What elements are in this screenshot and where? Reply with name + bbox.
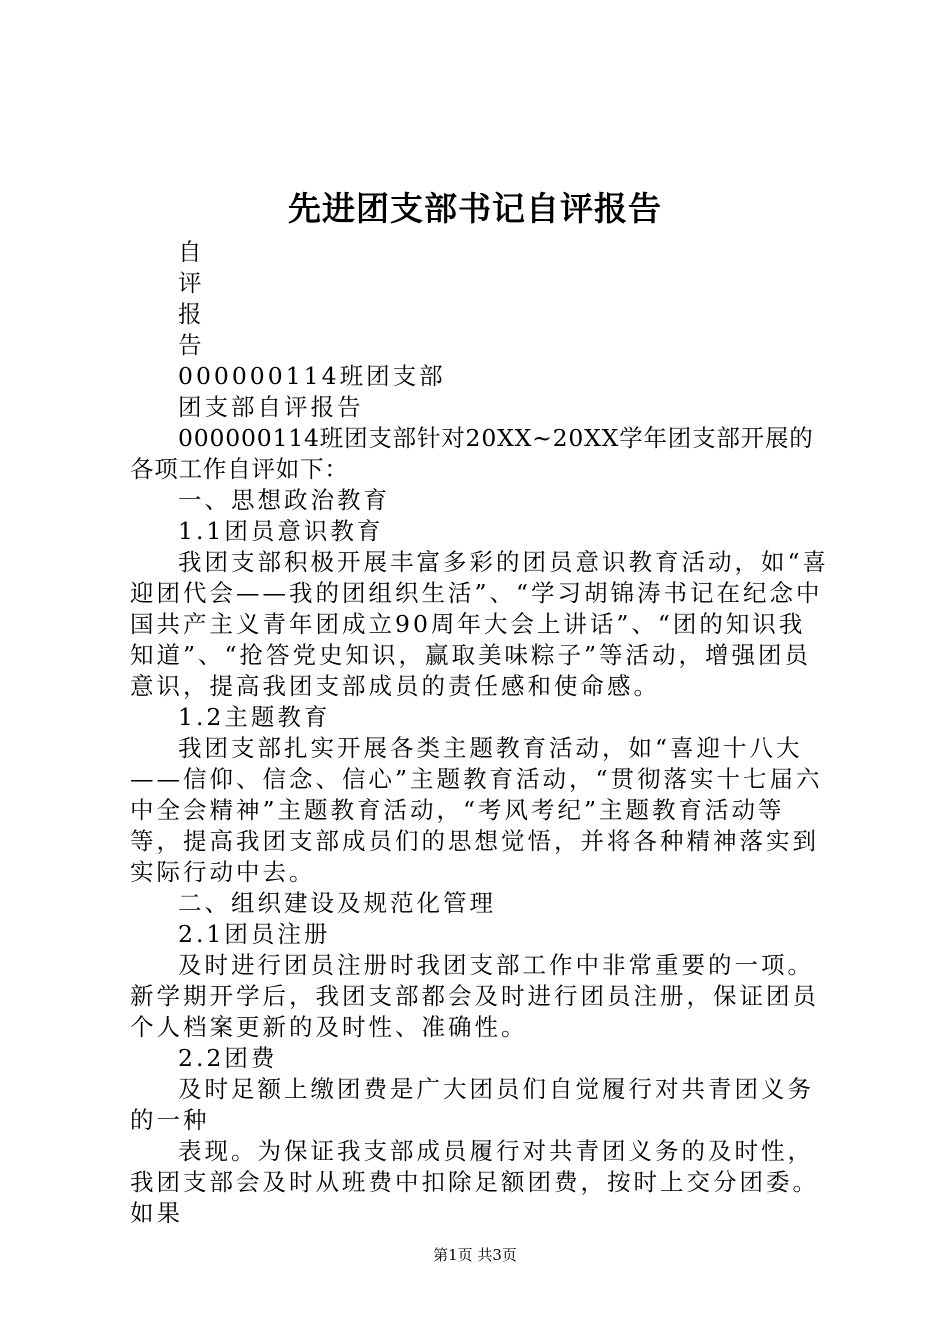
paragraph: 评 (178, 269, 205, 297)
paragraph: 报 (178, 300, 205, 328)
subsection-heading: 2.1团员注册 (178, 920, 331, 948)
paragraph: 团支部自评报告 (178, 393, 364, 421)
paragraph: 000000114班团支部针对20XX~20XX学年团支部开展的各项工作自评如下： (130, 424, 814, 483)
paragraph: 告 (178, 331, 205, 359)
paragraph: 表现。为保证我支部成员履行对共青团义务的及时性，我团支部会及时从班费中扣除足额团费，按时上交分团委。如果 (130, 1137, 819, 1227)
paragraph: 我团支部扎实开展各类主题教育活动，如“喜迎十八大——信仰、信念、信心”主题教育活动，“贯彻落实十七届六中全会精神”主题教育活动，“考风考纪”主题教育活动等等，提高我团支部成员们的思想觉悟，并将各种精神落实到实际行动中去。 (130, 734, 823, 886)
paragraph: 及时足额上缴团费是广大团员们自觉履行对共青团义务的一种 (130, 1075, 814, 1134)
document-title: 先进团支部书记自评报告 (288, 189, 662, 228)
paragraph: 自 (178, 238, 205, 266)
subsection-heading: 2.2团费 (178, 1044, 278, 1072)
paragraph: 及时进行团员注册时我团支部工作中非常重要的一项。新学期开学后，我团支部都会及时进行团员注册，保证团员个人档案更新的及时性、准确性。 (130, 951, 819, 1041)
page-footer: 第1页 共3页 (433, 1246, 517, 1264)
section-heading: 一、思想政治教育 (178, 486, 390, 514)
paragraph: 000000114班团支部 (178, 362, 446, 390)
subsection-heading: 1.2主题教育 (178, 703, 331, 731)
paragraph: 我团支部积极开展丰富多彩的团员意识教育活动，如“喜迎团代会——我的团组织生活”、“学习胡锦涛书记在纪念中国共产主义青年团成立90周年大会上讲话”、“团的知识我知道”、“抢答党史知识，赢取美味粽子”等活动，增强团员意识，提高我团支部成员的责任感和使命感。 (130, 548, 830, 700)
section-heading: 二、组织建设及规范化管理 (178, 889, 496, 917)
document-body (130, 237, 830, 1229)
subsection-heading: 1.1团员意识教育 (178, 517, 384, 545)
